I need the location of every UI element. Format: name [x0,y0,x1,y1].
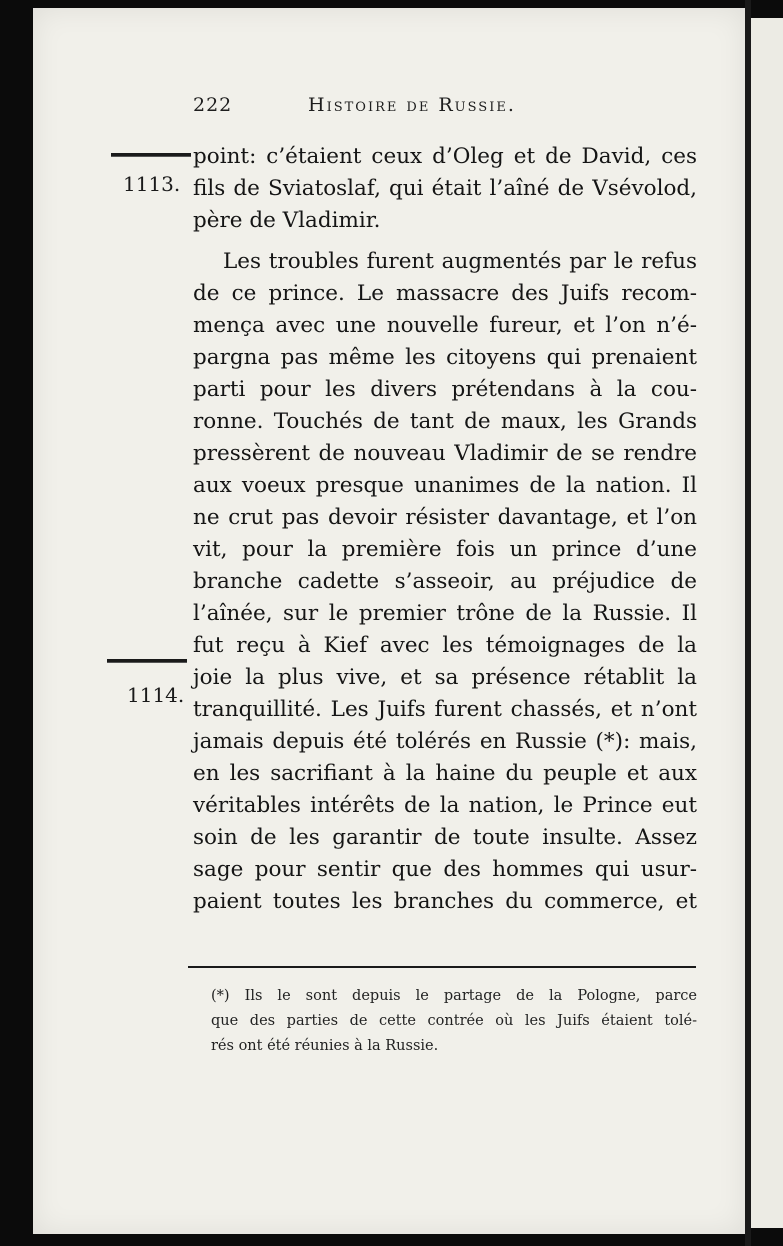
margin-rule-1113 [111,153,191,157]
body-line: de ce prince. Le massacre des Juifs recom- [193,281,697,306]
body-line: pargna pas même les citoyens qui prenaient [193,345,697,370]
footnote-line: que des parties de cette contrée où les Juifs étaient tolé- [211,1013,697,1029]
body-line: point: c’étaient ceux d’Oleg et de David, ces [193,144,697,169]
body-line: mença avec une nouvelle fureur, et l’on n’é- [193,313,697,338]
body-line: paient toutes les branches du commerce, et [193,889,697,914]
footnote-line: (*) Ils le sont depuis le partage de la Pologne, parce [211,988,697,1004]
body-line: en les sacrifiant à la haine du peuple et aux [193,761,697,786]
body-line: joie la plus vive, et sa présence rétablit la [193,665,697,690]
body-line: sage pour sentir que des hommes qui usur- [193,857,697,882]
facing-page-edge [751,18,783,1228]
footnote-line: rés ont été réunies à la Russie. [211,1038,439,1054]
margin-year-1114: 1114. [127,683,185,707]
body-line: véritables intérêts de la nation, le Prince eut [193,793,697,818]
body-line: père de Vladimir. [193,208,381,233]
body-line: fils de Sviatoslaf, qui était l’aîné de Vsévolod, [193,176,697,201]
book-page [33,8,745,1234]
page-header [33,94,745,124]
body-line: parti pour les divers prétendans à la cou- [193,377,697,402]
body-line: aux voeux presque unanimes de la nation. Il [193,473,697,498]
body-line: ronne. Touchés de tant de maux, les Grands [193,409,697,434]
body-line: pressèrent de nouveau Vladimir de se rendre [193,441,697,466]
footnote-rule [188,966,696,968]
body-line: soin de les garantir de toute insulte. Assez [193,825,697,850]
body-line: vit, pour la première fois un prince d’une [193,537,697,562]
body-line: fut reçu à Kief avec les témoignages de la [193,633,697,658]
body-line: tranquillité. Les Juifs furent chassés, et n’ont [193,697,697,722]
page-number: 222 [193,94,233,116]
body-line: l’aînée, sur le premier trône de la Russie. Il [193,601,697,626]
margin-year-1113: 1113. [123,172,181,196]
running-title: Histoire de Russie. [308,94,516,116]
body-line: Les troubles furent augmentés par le refus [223,249,697,274]
margin-rule-1114 [107,659,187,663]
body-line: branche cadette s’asseoir, au préjudice de [193,569,697,594]
body-line: ne crut pas devoir résister davantage, et l’on [193,505,697,530]
body-line: jamais depuis été tolérés en Russie (*): mais, [193,729,697,754]
